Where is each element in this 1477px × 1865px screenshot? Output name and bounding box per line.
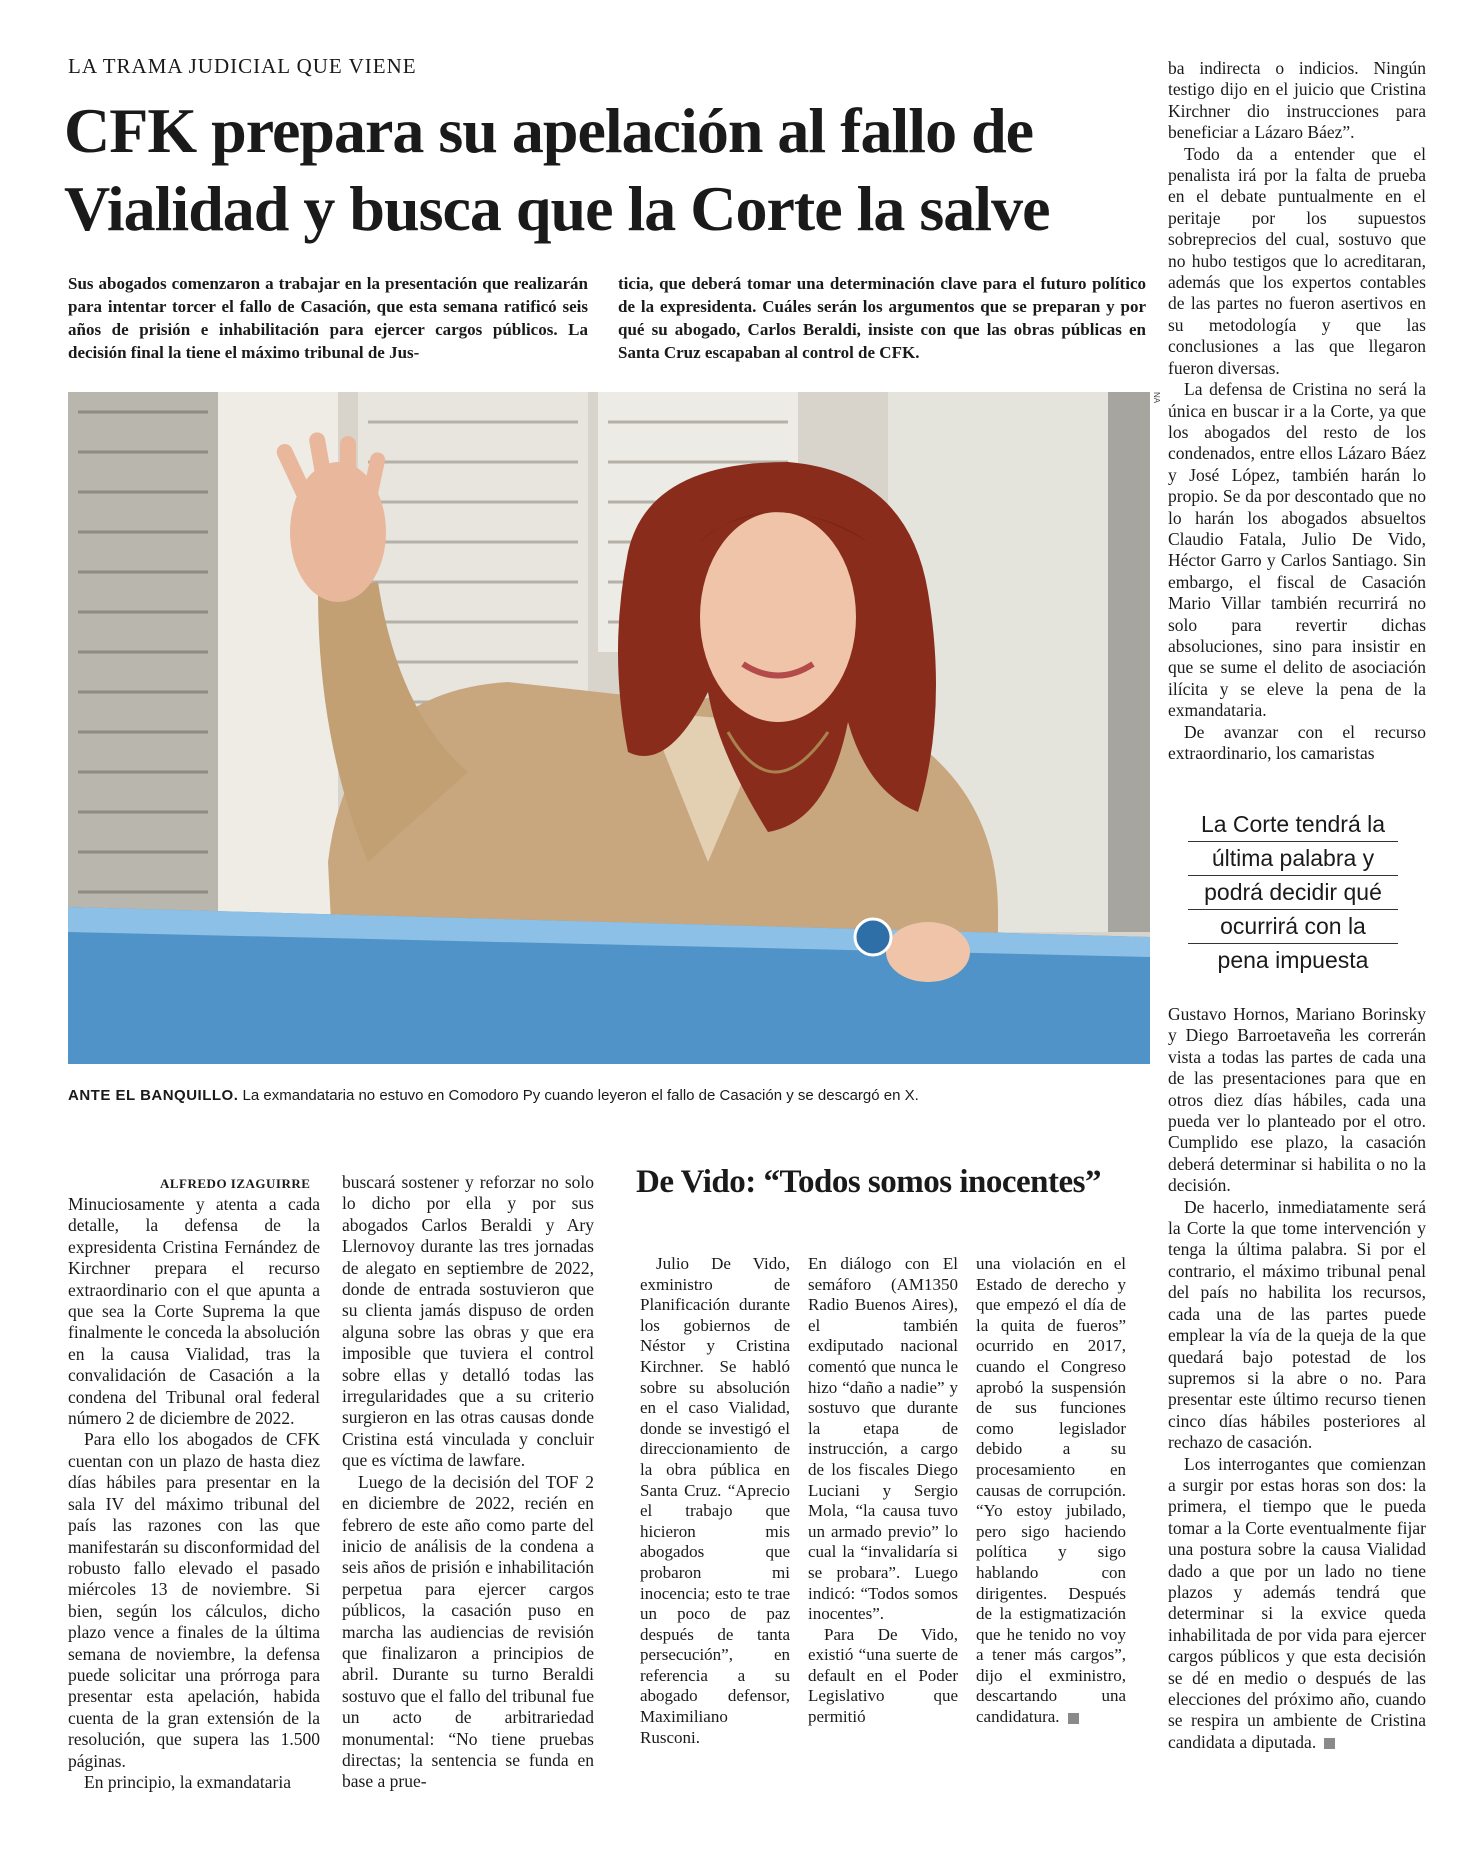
article-column-2 [342,1172,594,1793]
sidebar-column-2 [808,1254,958,1728]
sidebar-column-1 [640,1254,790,1748]
pull-quote-line: última palabra y [1188,842,1398,876]
sidebar-column-3 [976,1254,1126,1728]
pull-quote [1188,808,1398,977]
paragraph: Julio De Vido, exministro de Planificación durante los gobiernos de Néstor y Cristina Kirchner. Se habló sobre su absolución en el caso Vialidad, donde se investigó el direccionamiento de la obra pública en Santa Cruz. “Aprecio el trabajo que hicieron mis abogados que probaron mi inocencia; esto te trae un poco de paz después de tanta persecución”, en referencia a su abogado defensor, Maximiliano Rusconi. [640,1254,790,1747]
deck-right: ticia, que deberá tomar una determinación clave para el futuro político de la expresidenta. Cuáles serán los argumentos que se preparan y por qué su abogado, Carlos Beraldi, insiste con que las obras públicas en Santa Cruz escapaban al control de CFK. [618,274,1146,362]
photo-illustration [68,392,1150,1064]
paragraph: Los interrogantes que comienzan a surgir por estas horas son dos: la primera, el tiempo que le pueda tomar a la Corte eventualmente fijar una postura sobre la causa Vialidad dado a que por un lado no tiene plazos y además tendrá que determinar si la exvice queda inhabilitada de por vida para ejercer cargos públicos y que esta decisión se dé en medio o después de las elecciones del próximo año, cuando se respira un ambiente de Cristina candidata a diputada. [1168,1453,1426,1752]
headline [64,92,1144,248]
paragraph: una violación en el Estado de derecho y que empezó el día de la quita de fueros” ocurrido en 2017, cuando el Congreso aprobó la suspensión de sus funciones como legislador debido a su procesamiento en causas de corrupción. “Yo estoy jubilado, pero sigo haciendo política y sigo hablando con dirigentes. Después de la estigmatización que he tenido no voy a tener más cargos”, dijo el exministro, descartando una candidatura. [976,1254,1126,1727]
sidebar-title: De Vido: “Todos somos inocentes” [636,1164,1101,1200]
deck-left: Sus abogados comenzaron a trabajar en la presentación que realizarán para intentar torcer el fallo de Casación, que esta semana ratificó seis años de prisión e inhabilitación para ejercer cargos públicos. La decisión final la tiene el máximo tribunal de Jus- [68,274,588,362]
end-mark-icon [1068,1713,1079,1724]
paragraph: De avanzar con el recurso extraordinario, los camaristas [1168,721,1426,763]
paragraph: buscará sostener y reforzar no solo lo dicho por ella y por sus abogados Carlos Beraldi y Ary Llernovoy durante las tres jornadas de alegato en septiembre de 2022, donde de entrada sostuvieron que su clienta jamás dispuso de orden alguna sobre las obras y que era imposible que tuviera el control sobre ellas y detalló todas las irregularidades que a su criterio surgieron en las otras causas donde Cristina está vinculada y concluir que es víctima de lawfare. [342,1172,594,1471]
article-column-1 [68,1194,320,1793]
main-photo [68,392,1150,1064]
paragraph: Gustavo Hornos, Mariano Borinsky y Diego Barroetaveña les correrán vista a todas las partes de cada una de las presentaciones para que en otros diez días hábiles, cada una pueda ver lo planteado por el otro. Cumplido ese plazo, la casación deberá determinar si habilita o no la decisión. [1168,1004,1426,1196]
paragraph: En diálogo con El semáforo (AM1350 Radio Buenos Aires), el también exdiputado nacional comentó que nunca le hizo “daño a nadie” y sostuvo que durante la etapa de instrucción, a cargo de los fiscales Diego Luciani y Sergio Mola, “la causa tuvo un armado previo” lo cual la “invalidaría si se probara”. Luego indicó: “Todos somos inocentes”. [808,1254,958,1624]
section-kicker: LA TRAMA JUDICIAL QUE VIENE [68,54,417,78]
paragraph: Minuciosamente y atenta a cada detalle, la defensa de la expresidenta Cristina Fernández de Kirchner prepara el recurso extraordinario con el que apunta a que sea la Corte Suprema la que finalmente le conceda la absolución en la causa Vialidad, tras la convalidación de Casación a la condena del Tribunal oral federal número 2 de diciembre de 2022. [68,1194,320,1429]
end-mark-icon [1324,1738,1335,1749]
pull-quote-line: ocurrirá con la [1188,910,1398,944]
paragraph: Luego de la decisión del TOF 2 en diciembre de 2022, recién en febrero de este año como parte del inicio de análisis de la condena a seis años de prisión e inhabilitación perpetua para ejercer cargos públicos, la casación puso en marcha las audiencias de revisión que finalizaron a principios de abril. Durante su turno Beraldi sostuvo que el fallo del tribunal fue un acto de arbitrariedad monumental: “No tiene pruebas directas; la sentencia se funda en base a prue- [342,1471,594,1792]
paragraph: En principio, la exmandataria [84,1771,292,1792]
pull-quote-line: La Corte tendrá la [1188,808,1398,842]
photo-caption [68,1087,1148,1104]
pull-quote-line: podrá decidir qué [1188,876,1398,910]
paragraph: Para ello los abogados de CFK cuentan con un plazo de hasta diez días hábiles para presentar en la sala IV del máximo tribunal del país las razones con las que manifestarán su disconformidad del robusto fallo elevado el pasado miércoles 13 de noviembre. Si bien, según los cálculos, dicho plazo vence a finales de la última semana de noviembre, la defensa puede solicitar una prórroga para presentar esta apelación, habida cuenta de la gran extensión de la resolución, que supera las 1.500 páginas. [68,1429,320,1771]
paragraph: De hacerlo, inmediatamente será la Corte la que tome intervención y tenga la última palabra. Si por el contrario, el máximo tribunal penal del país no habilita los recursos, cada una de las partes puede emplear la vía de la queja de la que quedará bajo potestad de los supremos si la abre o no. Para presentar este último recurso tienen cinco días hábiles posteriores al rechazo de casación. [1168,1196,1426,1453]
caption-label: ANTE EL BANQUILLO. [68,1087,239,1104]
caption-text: La exmandataria no estuvo en Comodoro Py cuando leyeron el fallo de Casación y se descargó en X. [238,1087,919,1104]
article-column-5-bottom [1168,1004,1426,1753]
photo-credit: NA [1152,392,1161,404]
paragraph: Para De Vido, existió “una suerte de default en el Poder Legislativo que permitió [808,1624,958,1727]
article-column-5-top [1168,58,1426,764]
paragraph: ba indirecta o indicios. Ningún testigo dijo en el juicio que Cristina Kirchner dio instrucciones para beneficiar a Lázaro Báez”. [1168,58,1426,143]
paragraph: Todo da a entender que el penalista irá por la falta de prueba en el debate puntualmente en el peritaje por los supuestos sobreprecios del cual, sostuvo que no hubo testigos que lo acreditaran, además que los expertos contables de las partes no fueron asertivos en su metodología y que las conclusiones a las que llegaron fueron diversas. [1168,143,1426,378]
byline: ALFREDO IZAGUIRRE [160,1176,311,1191]
headline-line-1: CFK prepara su apelación al fallo de [64,95,1034,166]
headline-line-2: Vialidad y busca que la Corte la salve [64,173,1050,244]
pull-quote-line: pena impuesta [1217,947,1369,973]
paragraph: La defensa de Cristina no será la única en buscar ir a la Corte, ya que los abogados del resto de los condenados, entre ellos Lázaro Báez y José López, también harán lo propio. Se da por descontado que no lo harán los abogados absueltos Claudio Fatala, Julio De Vido, Héctor Garro y Carlos Santiago. Sin embargo, el fiscal de Casación Mario Villar también recurrirá no solo para revertir dichas absoluciones, sino para insistir en que se sume el delito de asociación ilícita y se eleve la pena de la exmandataria. [1168,379,1426,721]
